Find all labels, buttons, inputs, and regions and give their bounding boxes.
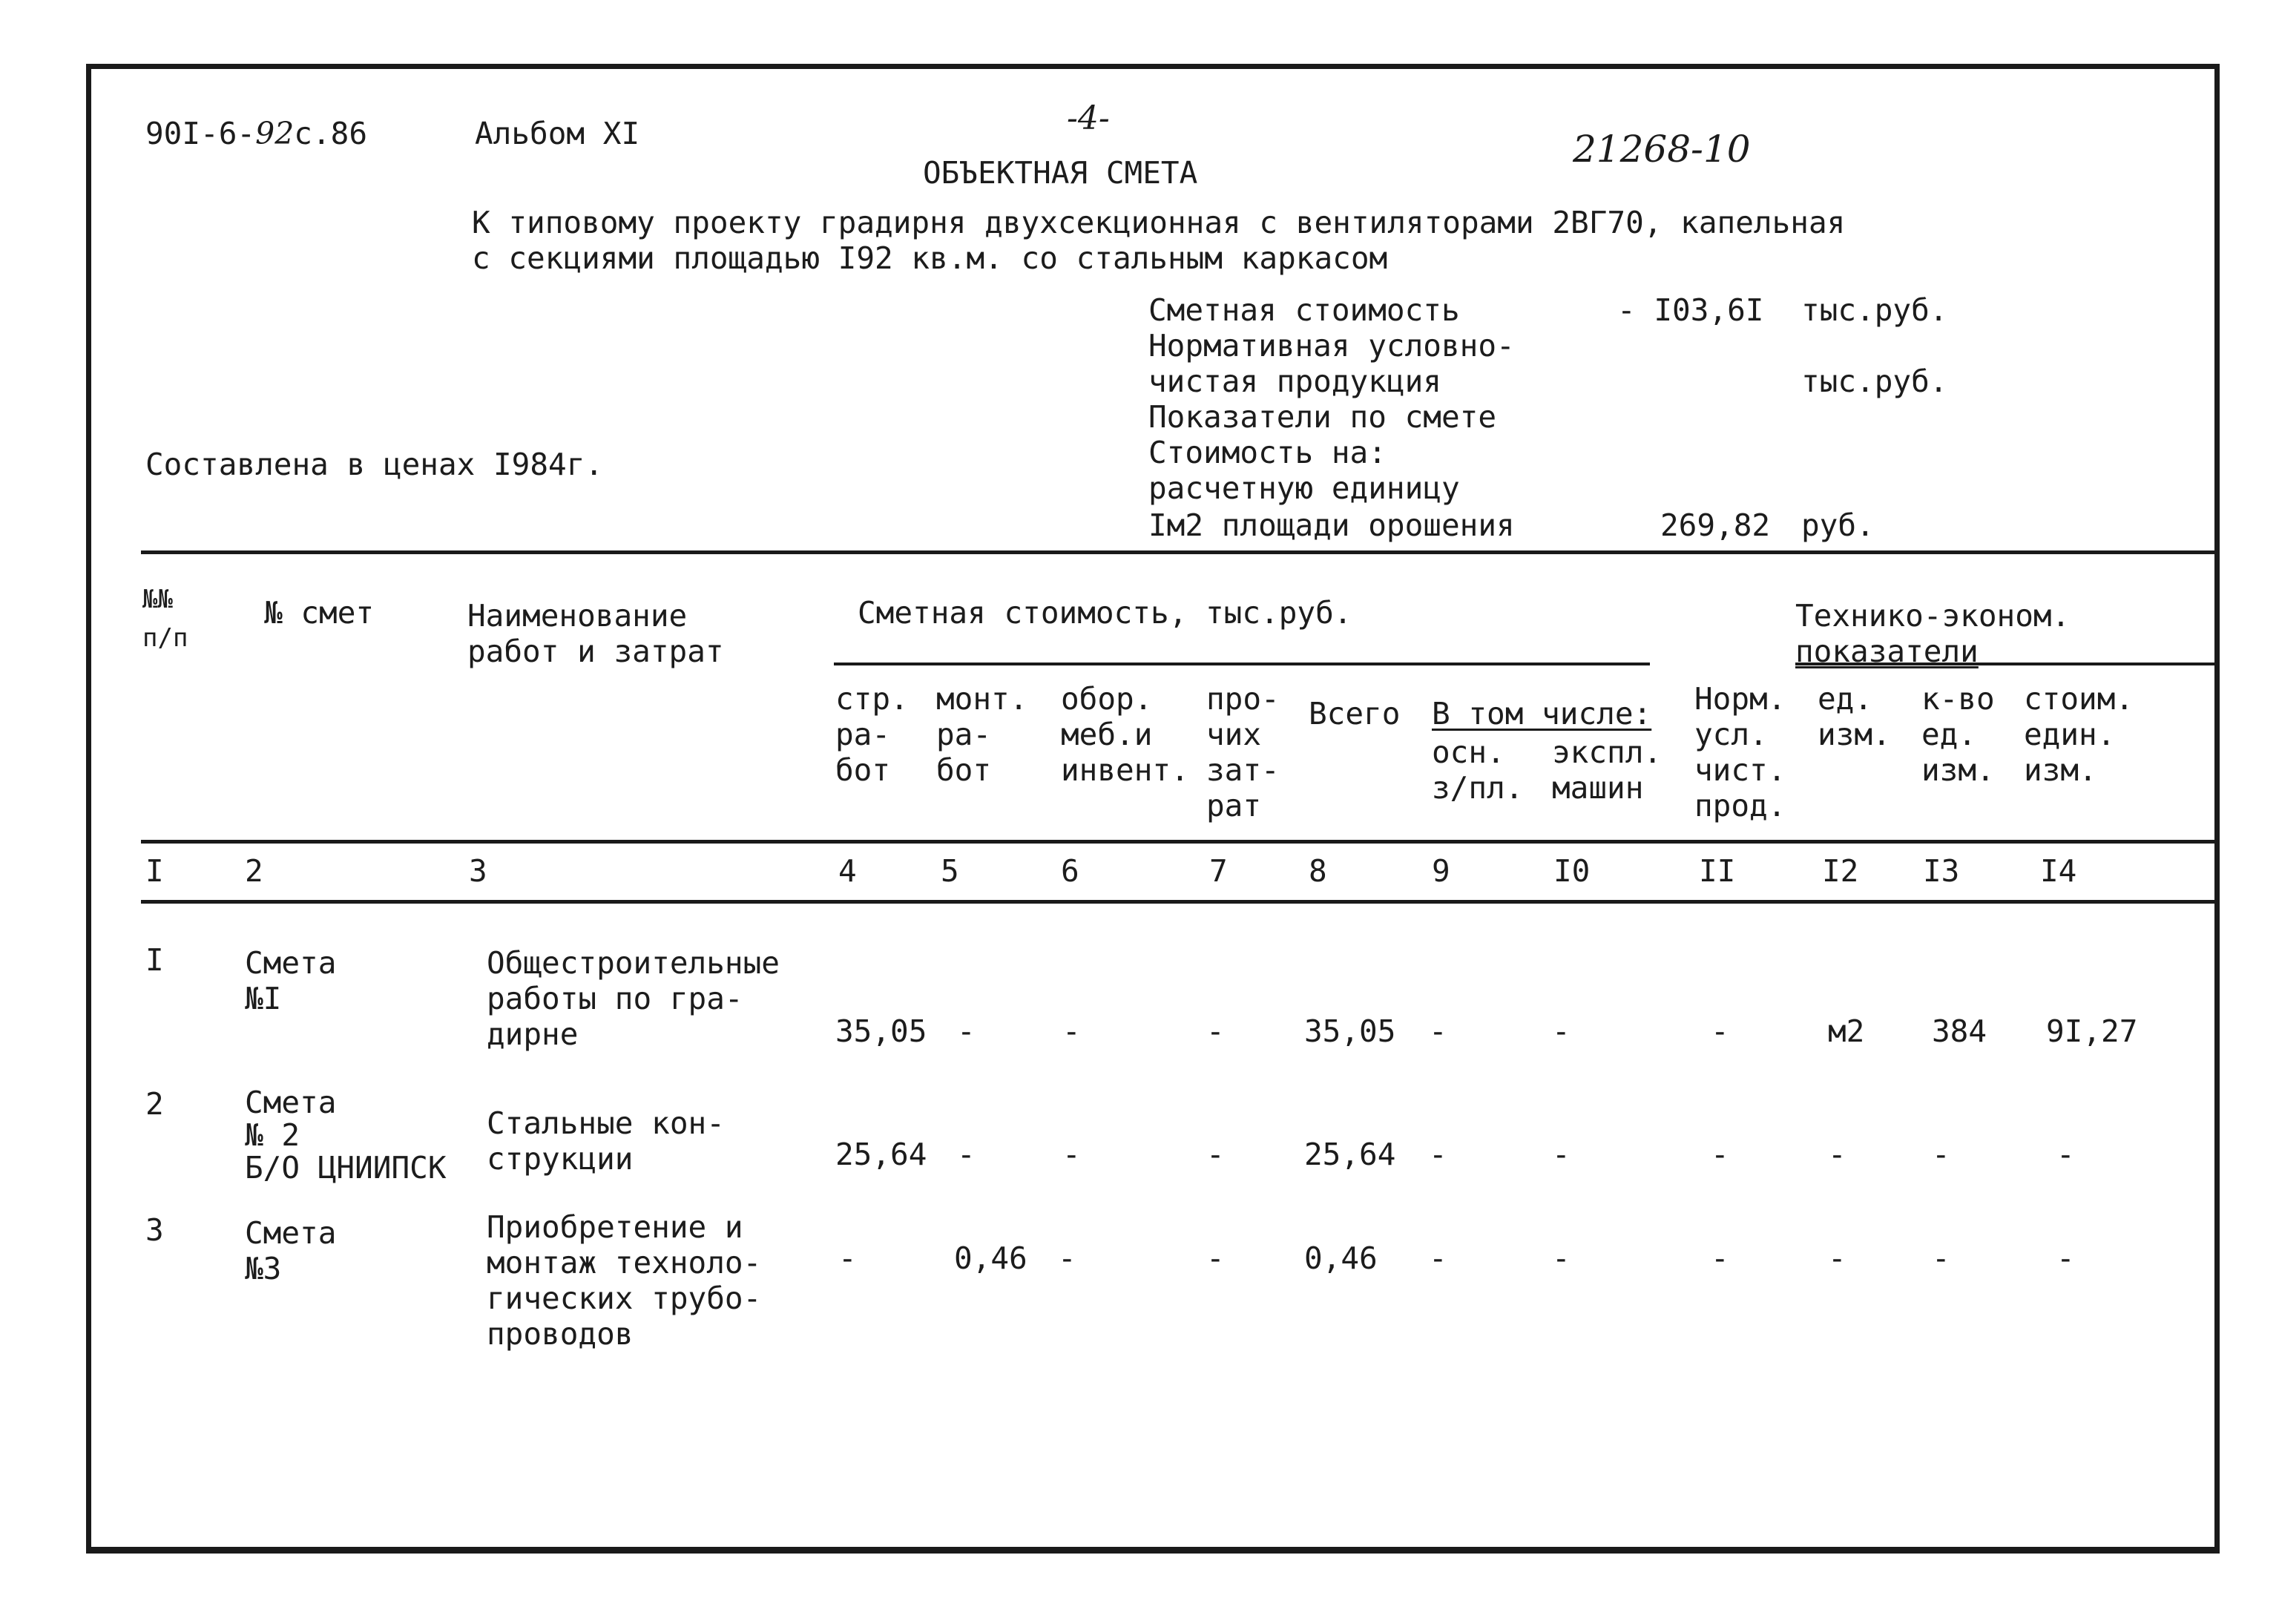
row-1-name: Общестроительные работы по гра- дирне (487, 945, 780, 1052)
row-3-unit-cost: - (2056, 1240, 2075, 1276)
document-title: ОБЪЕКТНАЯ СМЕТА (923, 155, 1198, 191)
header-sub-other: про- чих зат- рат (1206, 681, 1280, 823)
header-sub-including: В том числе: (1432, 696, 1652, 732)
header-sub-norm: Норм. усл. чист. прод. (1694, 681, 1786, 823)
row-3-total: 0,46 (1304, 1240, 1378, 1276)
row-3-wages: - (1429, 1240, 1447, 1276)
row-3-equipment: - (1058, 1240, 1076, 1276)
column-number-14: I4 (2040, 853, 2077, 889)
row-2-unit-cost: - (2056, 1137, 2075, 1172)
column-number-9: 9 (1432, 853, 1450, 889)
project-code: 90I-6-92с.86 (145, 116, 368, 151)
header-sub-unit-cost: стоим. един. изм. (2024, 681, 2134, 788)
column-number-5: 5 (941, 853, 959, 889)
column-number-7: 7 (1209, 853, 1228, 889)
area-unit: руб. (1801, 507, 1875, 543)
row-1-qty: 384 (1932, 1013, 1987, 1049)
row-3-name: Приобретение и монтаж техноло- гических трубо- проводов (487, 1209, 762, 1352)
header-sub-unit: ед. изм. (1818, 681, 1891, 752)
row-3-estimate: Смета №3 (245, 1215, 337, 1286)
estimated-cost-value: - I03,6I (1617, 292, 1764, 328)
row-2-qty: - (1932, 1137, 1950, 1172)
row-1-other: - (1206, 1013, 1225, 1049)
row-1-construction: 35,05 (835, 1013, 927, 1049)
header-sub-installation: монт. ра- бот (936, 681, 1028, 788)
row-1-total: 35,05 (1304, 1013, 1396, 1049)
table-top-rule (141, 550, 2217, 554)
row-1-machines: - (1552, 1013, 1571, 1049)
header-group-tech: Технико-эконом. показатели (1795, 598, 2071, 669)
indicators-label: Показатели по смете (1148, 399, 1496, 435)
row-2-total: 25,64 (1304, 1137, 1396, 1172)
row-2-other: - (1206, 1137, 1225, 1172)
subject-line-1: К типовому проекту градирня двухсекционная с вентиляторами 2ВГ70, капельная (472, 205, 1846, 240)
row-3-other: - (1206, 1240, 1225, 1276)
header-col-name: Наименование работ и затрат (467, 598, 724, 669)
row-2-norm: - (1711, 1137, 1729, 1172)
page-number: -4- (1067, 99, 1110, 137)
column-number-2: 2 (245, 853, 263, 889)
row-3-norm: - (1711, 1240, 1729, 1276)
header-group-cost: Сметная стоимость, тыс.руб. (858, 595, 1352, 631)
header-col-number: №№ п/п (142, 585, 188, 653)
header-sub-equipment: обор. меб.и инвент. (1061, 681, 1189, 788)
normative-label-line-1: Нормативная условно- (1148, 328, 1515, 364)
row-3-installation: 0,46 (954, 1240, 1027, 1276)
area-label: Iм2 площади орошения (1148, 507, 1515, 543)
row-2-machines: - (1552, 1137, 1571, 1172)
column-number-3: 3 (469, 853, 487, 889)
column-number-1: I (145, 853, 164, 889)
column-number-4: 4 (838, 853, 857, 889)
area-value: 269,82 (1660, 507, 1771, 543)
row-2-name: Стальные кон- струкции (487, 1105, 725, 1177)
column-numbers-top-rule (141, 840, 2217, 844)
row-1-estimate: Смета №I (245, 945, 337, 1016)
row-3-unit: - (1828, 1240, 1846, 1276)
column-numbers-bottom-rule (141, 900, 2217, 904)
row-1-number: I (145, 942, 164, 978)
header-col-estimate-no: № смет (264, 595, 375, 631)
column-number-8: 8 (1309, 853, 1327, 889)
row-1-equipment: - (1062, 1013, 1081, 1049)
column-number-10: I0 (1553, 853, 1591, 889)
row-1-wages: - (1429, 1013, 1447, 1049)
column-number-13: I3 (1923, 853, 1960, 889)
column-number-12: I2 (1822, 853, 1859, 889)
row-3-number: 3 (145, 1212, 164, 1248)
row-2-estimate: Смета № 2 Б/О ЦНИИПСК (245, 1085, 447, 1186)
row-2-construction: 25,64 (835, 1137, 927, 1172)
row-1-unit-cost: 9I,27 (2046, 1013, 2138, 1049)
row-2-wages: - (1429, 1137, 1447, 1172)
header-sub-wages: осн. з/пл. (1432, 734, 1524, 806)
row-1-norm: - (1711, 1013, 1729, 1049)
subject-line-2: с секциями площадью I92 кв.м. со стальным каркасом (472, 240, 1388, 276)
row-1-unit: м2 (1828, 1013, 1865, 1049)
column-number-11: II (1699, 853, 1736, 889)
cost-group-rule (834, 663, 1650, 665)
row-3-construction: - (838, 1240, 857, 1276)
header-sub-construction: стр. ра- бот (835, 681, 909, 788)
row-1-installation: - (957, 1013, 976, 1049)
header-sub-qty: к-во ед. изм. (1921, 681, 1995, 788)
header-sub-machines: экспл. машин (1552, 734, 1663, 806)
page-frame (86, 64, 2220, 1554)
row-2-installation: - (957, 1137, 976, 1172)
cost-per-label: Стоимость на: (1148, 435, 1387, 470)
project-code-handwritten: 92 (255, 116, 295, 151)
estimated-cost-unit: тыс.руб. (1801, 292, 1948, 328)
row-2-number: 2 (145, 1086, 164, 1122)
prices-note: Составлена в ценах I984г. (145, 447, 604, 482)
album-label: Альбом XI (475, 116, 640, 151)
header-sub-total: Всего (1309, 696, 1401, 732)
column-number-6: 6 (1061, 853, 1079, 889)
normative-unit: тыс.руб. (1801, 364, 1948, 399)
estimated-cost-label: Сметная стоимость (1148, 292, 1460, 328)
row-3-machines: - (1552, 1240, 1571, 1276)
unit-label: расчетную единицу (1148, 470, 1460, 506)
document-number: 21268-10 (1573, 128, 1751, 171)
row-3-qty: - (1932, 1240, 1950, 1276)
row-2-unit: - (1828, 1137, 1846, 1172)
normative-label-line-2: чистая продукция (1148, 364, 1441, 399)
row-2-equipment: - (1062, 1137, 1081, 1172)
